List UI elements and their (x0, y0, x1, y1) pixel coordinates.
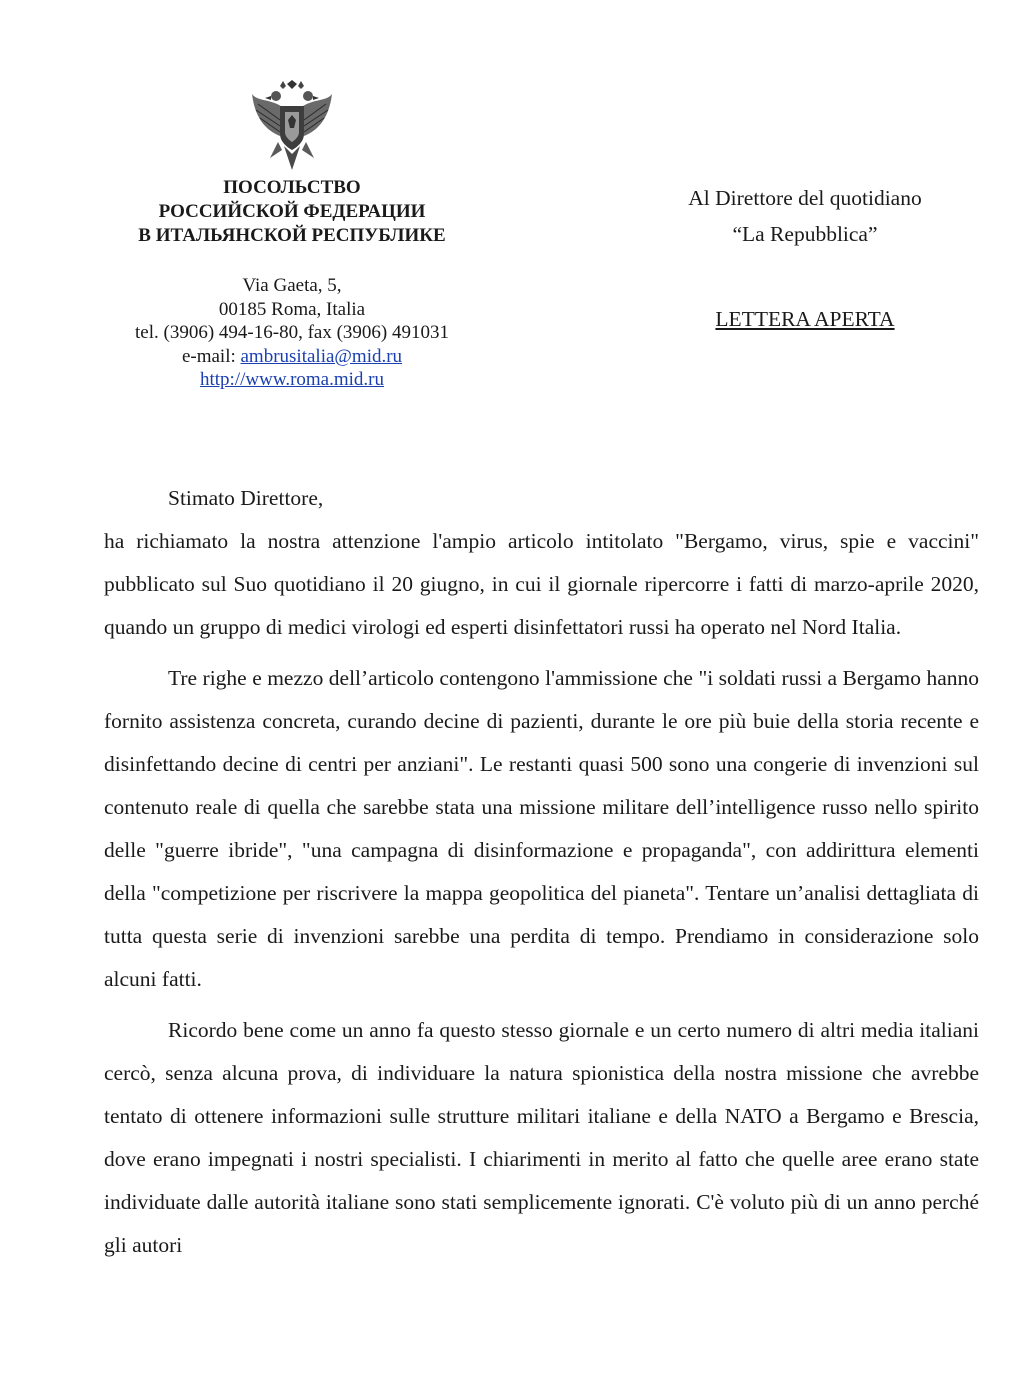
email-row (96, 345, 488, 369)
address-city: 00185 Roma, Italia (218, 298, 366, 320)
salutation: Stimato Direttore, (168, 486, 324, 510)
embassy-name-line: РОССИЙСКОЙ ФЕДЕРАЦИИ (158, 201, 426, 222)
website-link[interactable]: http://www.roma.mid.ru (200, 369, 384, 390)
embassy-name-line: ПОСОЛЬСТВО (223, 177, 361, 198)
email-label: e-mail: (181, 345, 241, 367)
letter-heading: LETTERA APERTA (715, 307, 895, 331)
embassy-name-line: В ИТАЛЬЯНСКОЙ РЕСПУБЛИКЕ (138, 225, 446, 246)
paragraph: Tre righe e mezzo dell’articolo contengono l'ammissione che "i soldati russi a Bergamo hanno fornito assistenza concreta, curando decine di pazienti, durante le ore più buie della storia recente e disinfettando decine di centri per anziani". Le restanti quasi 500 sono una congerie di invenzioni sul contenuto reale di quella che sarebbe stata una missione militare dell’intelligence russo nello spirito delle "guerre ibride", "una campagna di disinformazione e propaganda", con addirittura elementi della "competizione per riscrivere la mappa geopolitica del pianeta". Tentare un’analisi dettagliata di tutta questa serie di invenzioni sarebbe una perdita di tempo. Prendiamo in considerazione solo alcuni fatti. (104, 666, 979, 991)
newspaper-name: “La Repubblica” (732, 222, 878, 246)
website-row (96, 368, 488, 392)
email-link[interactable]: ambrusitalia@mid.ru (240, 345, 403, 367)
embassy-address (96, 274, 488, 392)
paragraph: Ricordo bene come un anno fa questo stesso giornale e un certo numero di altri media italiani cercò, senza alcuna prova, di individuare la natura spionistica della nostra missione che avrebbe tentato di ottenere informazioni sulle strutture militari italiane e della NATO a Bergamo e Brescia, dove erano impegnati i nostri specialisti. I chiarimenti in merito al fatto che quelle aree erano state individuate dalle autorità italiane sono stati semplicemente ignorati. C'è voluto più di un anno perché gli autori (104, 1018, 979, 1257)
paragraph: ha richiamato la nostra attenzione l'ampio articolo intitolato "Bergamo, virus, spie e vaccini" pubblicato sul Suo quotidiano il 20 giugno, in cui il giornale ripercorre i fatti di marzo-aprile 2020, quando un gruppo di medici virologi ed esperti disinfettatori russi ha operato nel Nord Italia. (104, 529, 979, 639)
address-street: Via Gaeta, 5, (242, 275, 342, 296)
recipient-line: Al Direttore del quotidiano (688, 186, 922, 210)
letterhead (96, 176, 488, 392)
phone-fax: tel. (3906) 494-16-80, fax (3906) 491031 (135, 322, 449, 343)
double-headed-eagle-icon (250, 80, 334, 174)
recipient-block (630, 183, 980, 332)
letter-body (104, 477, 979, 1267)
